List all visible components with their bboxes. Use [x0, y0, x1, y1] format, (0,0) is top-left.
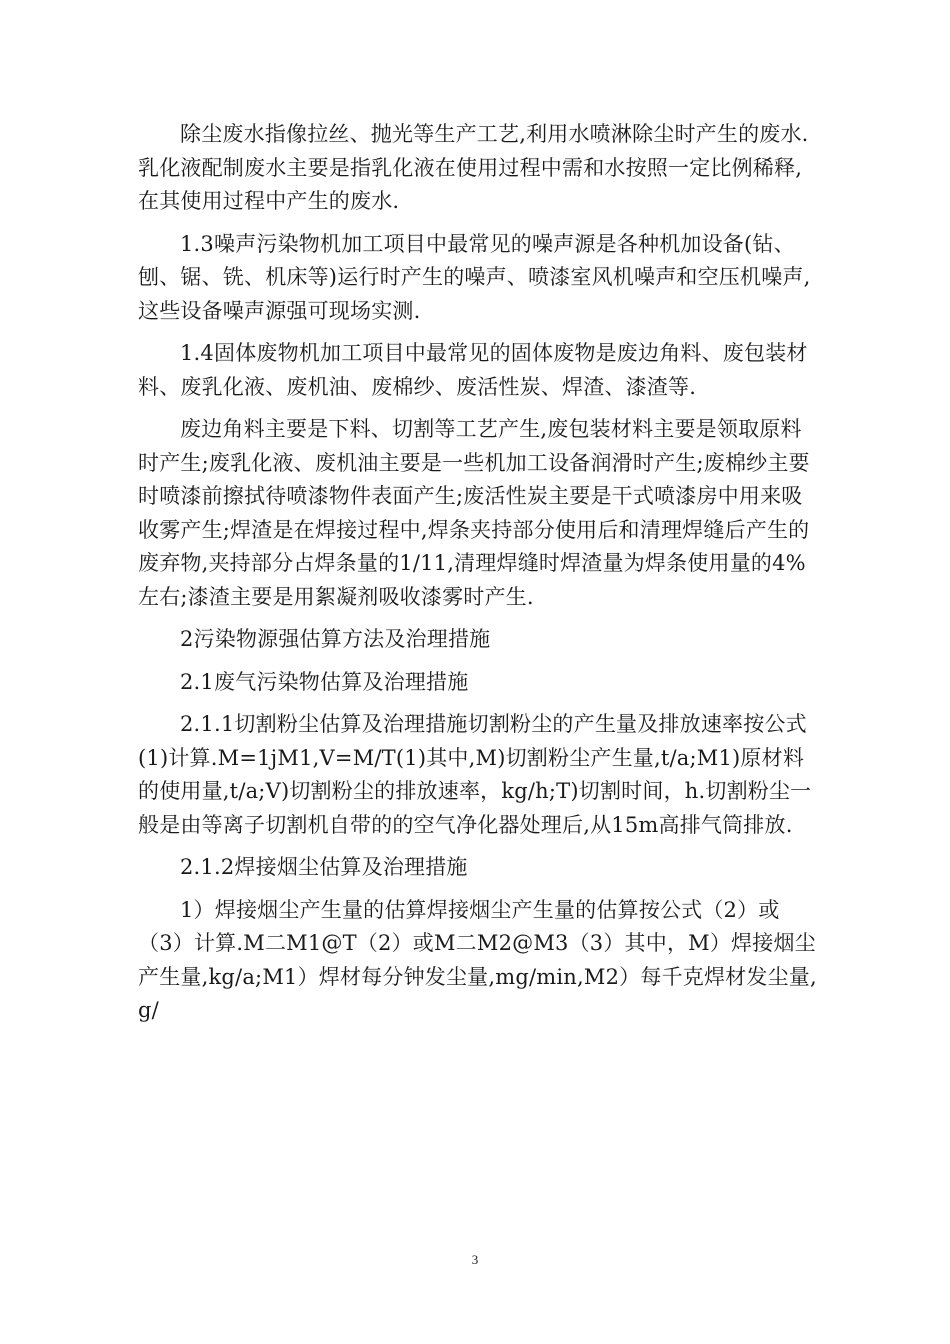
- body-text: [138, 118, 818, 1028]
- paragraph-solid-waste: 1.4固体废物机加工项目中最常见的固体废物是废边角料、废包装材料、废乳化液、废机油、废棉纱、废活性炭、焊渣、漆渣等.: [138, 341, 808, 399]
- paragraph-welding-fume: 1）焊接烟尘产生量的估算焊接烟尘产生量的估算按公式（2）或（3）计算.M二M1@T（2）或M二M2@M3（3）其中，M）焊接烟尘产生量,kg/a;M1）焊材每分钟发尘量,mg/min,M2）每千克焊材发尘量,g/: [138, 897, 817, 1022]
- paragraph-waste-sources: 废边角料主要是下料、切割等工艺产生,废包装材料主要是领取原料时产生;废乳化液、废机油主要是一些机加工设备润滑时产生;废棉纱主要时喷漆前擦拭待喷漆物件表面产生;废活性炭主要是干式喷漆房中用来吸收雾产生;焊渣是在焊接过程中,焊条夹持部分使用后和清理焊缝后产生的废弃物,夹持部分占焊条量的1/11,清理焊缝时焊渣量为焊条使用量的4%左右;漆渣主要是用絮凝剂吸收漆雾时产生.: [138, 417, 810, 609]
- paragraph-dust-wastewater: 除尘废水指像拉丝、抛光等生产工艺,利用水喷淋除尘时产生的废水.乳化液配制废水主要是指乳化液在使用过程中需和水按照一定比例稀释,在其使用过程中产生的废水.: [138, 122, 809, 213]
- section-heading-2: 2污染物源强估算方法及治理措施: [180, 627, 491, 651]
- page-number: 3: [471, 1252, 479, 1267]
- paragraph-cutting-dust: 2.1.1切割粉尘估算及治理措施切割粉尘的产生量及排放速率按公式(1)计算.M=1jM1,V=M/T(1)其中,M)切割粉尘产生量,t/a;M1)原材料的使用量,t/a;V)切割粉尘的排放速率，kg/h;T)切割时间，h.切割粉尘一般是由等离子切割机自带的的空气净化器处理后,从15m高排气筒排放.: [138, 712, 812, 837]
- section-heading-2-1: 2.1废气污染物估算及治理措施: [180, 669, 469, 694]
- paragraph-noise-pollutants: 1.3噪声污染物机加工项目中最常见的噪声源是各种机加设备(钻、刨、锯、铣、机床等)运行时产生的噪声、喷漆室风机噪声和空压机噪声,这些设备噪声源强可现场实测.: [138, 231, 811, 323]
- section-heading-2-1-2: 2.1.2焊接烟尘估算及治理措施: [180, 855, 468, 879]
